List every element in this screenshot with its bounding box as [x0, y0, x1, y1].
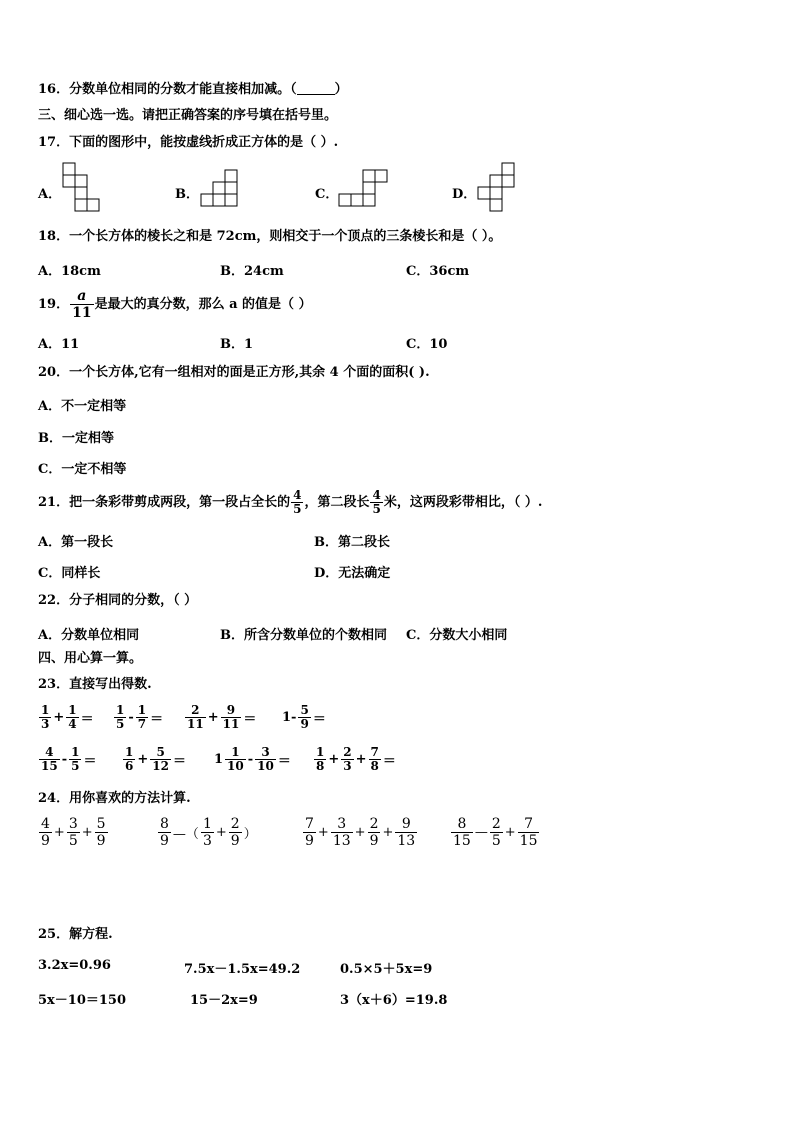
- fraction: $\frac{4}{5}$: [372, 488, 381, 516]
- fraction: $\frac{1}{5}$: [71, 745, 80, 773]
- cube-net-a: [62, 162, 102, 218]
- question-25: 25．解方程.: [38, 927, 113, 942]
- cube-net-d: [477, 162, 517, 218]
- q19-option-c[interactable]: C．10: [406, 337, 448, 352]
- fraction: $\frac{2}{11}$: [187, 703, 204, 731]
- q20-option-c[interactable]: C．一定不相等: [38, 462, 127, 477]
- q19-option-a[interactable]: A．11: [38, 337, 80, 352]
- fraction: $\frac{1}{5}$: [116, 703, 125, 731]
- q20-option-b[interactable]: B．一定相等: [38, 431, 114, 446]
- question-text: 下面的图形中，能按虚线折成正方体的是（ ）.: [69, 135, 339, 150]
- fraction: $\frac{1}{4}$: [68, 703, 77, 731]
- answer-blank[interactable]: [297, 82, 335, 95]
- q18-option-b[interactable]: B．24cm: [220, 264, 284, 279]
- fraction: $\frac{3}{10}$: [257, 745, 274, 773]
- calc-expression: $\frac{7}{9}$ + $\frac{3}{13}$ + $\frac{2}{9}$ + $\frac{9}{13}$: [305, 816, 416, 849]
- calc-item: 1 $\frac{1}{10}$ - $\frac{3}{10}$ ＝: [214, 745, 291, 773]
- equation: 15－2x=9: [190, 993, 258, 1008]
- question-24: 24．用你喜欢的方法计算.: [38, 791, 191, 806]
- question-23: 23．直接写出得数.: [38, 677, 152, 692]
- calc-item: $\frac{1}{6}$ + $\frac{5}{12}$ ＝: [125, 745, 186, 773]
- calc-item: $\frac{1}{8}$ + $\frac{2}{3}$ + $\frac{7}{8}$ ＝: [316, 745, 396, 773]
- q17-option-c[interactable]: C．: [315, 187, 339, 202]
- q18-option-c[interactable]: C．36cm: [406, 264, 470, 279]
- calc-expression: $\frac{4}{9}$ + $\frac{3}{5}$ + $\frac{5}{9}$: [41, 816, 106, 849]
- fraction: $\frac{4}{15}$: [41, 745, 58, 773]
- q17-option-d[interactable]: D．: [452, 187, 477, 202]
- q22-option-b[interactable]: B．所含分数单位的个数相同: [220, 628, 387, 643]
- fraction: $\frac{9}{11}$: [222, 703, 240, 731]
- calc-item: $\frac{4}{15}$ - $\frac{1}{5}$ ＝: [41, 745, 97, 773]
- fraction: $\frac{1}{10}$: [227, 745, 244, 773]
- question-text: 是最大的真分数，那么 a 的值是（ ）: [94, 297, 312, 312]
- q21-option-b[interactable]: B．第二段长: [314, 535, 390, 550]
- q17-option-b[interactable]: B．: [175, 187, 199, 202]
- fraction: $\frac{1}{7}$: [137, 703, 147, 731]
- q21-option-c[interactable]: C．同样长: [38, 566, 101, 581]
- equation: 7.5x－1.5x=49.2: [184, 962, 301, 977]
- calc-item: $\frac{2}{11}$ + $\frac{9}{11}$ ＝: [187, 703, 257, 731]
- q17-option-a[interactable]: A．: [38, 187, 62, 202]
- fraction: $\frac{a}{11}$: [72, 288, 92, 321]
- question-17: [38, 135, 338, 151]
- question-16: [38, 82, 348, 98]
- cube-net-b: [200, 168, 240, 212]
- q21-option-d[interactable]: D．无法确定: [314, 566, 391, 581]
- question-20: 20．一个长方体,它有一组相对的面是正方形,其余 4 个面的面积( ).: [38, 365, 430, 380]
- question-number: 19．: [38, 297, 70, 312]
- fraction: $\frac{2}{3}$: [343, 745, 352, 773]
- fraction: $\frac{5}{12}$: [152, 745, 169, 773]
- q21-option-a[interactable]: A．第一段长: [38, 535, 114, 550]
- calc-expression: $\frac{8}{9}$ —（ $\frac{1}{3}$ + $\frac{2}{9}$ ）: [160, 816, 257, 849]
- q18-option-a[interactable]: A．18cm: [38, 264, 101, 279]
- paren-close: ）: [334, 82, 348, 97]
- q22-option-a[interactable]: A．分数单位相同: [38, 628, 140, 643]
- question-text: 分数单位相同的分数才能直接相加减。（: [69, 82, 297, 97]
- cube-net-c: [338, 168, 388, 212]
- fraction: $\frac{1}{6}$: [125, 745, 134, 773]
- fraction: $\frac{1}{8}$: [316, 745, 325, 773]
- q22-option-c[interactable]: C．分数大小相同: [406, 628, 508, 643]
- fraction: $\frac{5}{9}$: [300, 703, 309, 731]
- calc-expression: $\frac{8}{15}$ — $\frac{2}{5}$ + $\frac{7}{15}$: [453, 816, 538, 849]
- question-21: 21．把一条彩带剪成两段，第一段占全长的 $\frac{4}{5}$ ，第二段长 $\frac{4}{5}$ 米，这两段彩带相比，（ ）.: [38, 488, 543, 516]
- question-number: 17．: [38, 135, 70, 150]
- question-22: 22．分子相同的分数，（ ）: [38, 593, 198, 608]
- q19-option-b[interactable]: B．1: [220, 337, 254, 352]
- question-18: 18．一个长方体的棱长之和是 72cm，则相交于一个顶点的三条棱长和是（ ）。: [38, 229, 502, 244]
- fraction: $\frac{7}{8}$: [370, 745, 379, 773]
- question-19: [38, 288, 312, 321]
- calc-item: $\frac{1}{3}$ + $\frac{1}{4}$ ＝: [41, 703, 94, 731]
- question-number: 16．: [38, 82, 70, 97]
- calc-item: 1- $\frac{5}{9}$ ＝: [282, 703, 326, 731]
- equation: 3（x＋6）=19.8: [340, 993, 448, 1008]
- fraction: $\frac{1}{3}$: [41, 703, 50, 731]
- q20-option-a[interactable]: A．不一定相等: [38, 399, 127, 414]
- calc-item: $\frac{1}{5}$ - $\frac{1}{7}$ ＝: [116, 703, 164, 731]
- equation: 3.2x=0.96: [38, 958, 111, 973]
- section-4-title: 四、用心算一算。: [38, 651, 143, 666]
- fraction: $\frac{4}{5}$: [293, 488, 302, 516]
- equation: 0.5×5＋5x=9: [340, 962, 433, 977]
- equation: 5x－10＝150: [38, 993, 127, 1008]
- section-3-title: 三、细心选一选。请把正确答案的序号填在括号里。: [38, 108, 338, 123]
